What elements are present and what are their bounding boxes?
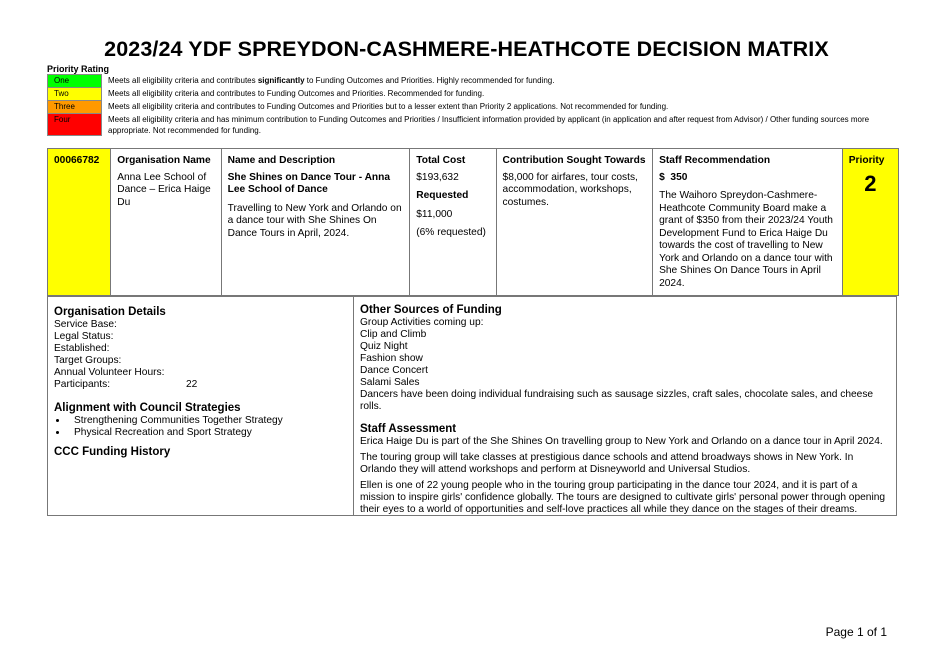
priority-level-row	[48, 101, 897, 114]
priority-value: 2	[864, 170, 877, 196]
other-funding-heading: Other Sources of Funding	[360, 304, 502, 316]
funding-line: Clip and Climb	[360, 329, 427, 340]
funding-line: Quiz Night	[360, 341, 408, 352]
organisation-details-column	[48, 297, 354, 515]
organisation-details-heading: Organisation Details	[54, 306, 166, 318]
ccc-funding-history-heading: CCC Funding History	[54, 446, 171, 458]
application-summary-table	[47, 148, 899, 296]
org-field-label: Established:	[54, 343, 110, 354]
name-description-header: Name and Description	[227, 155, 336, 166]
assessment-paragraph: Erica Haige Du is part of the She Shines On travelling group to New York and Orlando on a dance tour in April 2024.	[360, 436, 883, 447]
application-id: 00066782	[54, 155, 100, 166]
priority-level-row	[48, 88, 897, 101]
details-panel	[47, 296, 897, 516]
org-field-row	[54, 319, 347, 331]
priority-rating-heading: Priority Rating	[47, 64, 110, 74]
alignment-heading: Alignment with Council Strategies	[54, 402, 241, 414]
org-field-row	[54, 331, 347, 343]
total-cost-value: $193,632	[416, 171, 459, 183]
application-id-cell	[48, 149, 111, 296]
org-field-value: 22	[186, 379, 198, 390]
total-cost-header: Total Cost	[416, 155, 466, 166]
priority-level-row	[48, 114, 897, 136]
org-field-label: Participants:	[54, 379, 111, 390]
page-number: Page 1 of 1	[825, 625, 887, 639]
total-cost-cell	[410, 149, 496, 296]
organisation-header: Organisation Name	[117, 155, 211, 166]
priority-badge-three: Three	[48, 101, 102, 114]
priority-badge-two: Two	[48, 88, 102, 101]
org-field-label: Target Groups:	[54, 355, 122, 366]
org-field-label: Legal Status:	[54, 331, 114, 342]
priority-badge-four: Four	[48, 114, 102, 136]
contribution-cell	[496, 149, 653, 296]
priority-header: Priority	[848, 155, 885, 166]
priority-badge-one: One	[48, 75, 102, 88]
funding-line: Dance Concert	[360, 365, 428, 376]
strategy-item: • Strengthening Communities Together Strategy	[68, 415, 347, 427]
priority-cell	[842, 149, 898, 296]
staff-recommendation-header: Staff Recommendation	[659, 155, 771, 166]
priority-rating-legend	[47, 74, 897, 136]
strategy-list	[54, 415, 347, 439]
priority-description	[102, 75, 897, 88]
requested-percentage: (6% requested)	[416, 227, 486, 238]
priority-description: Meets all eligibility criteria and has minimum contribution to Funding Outcomes and Priorities / Insufficient information provided by applicant (in application and after request from Advisor) / Other funding sources more appropriate. Not recommended for funding.	[108, 114, 870, 135]
funding-line: Group Activities coming up:	[360, 317, 484, 328]
priority-description: Meets all eligibility criteria and contributes to Funding Outcomes and Priorities but to a lesser extent than Priority 2 applications. Not recommended for funding.	[108, 101, 669, 111]
contribution-header: Contribution Sought Towards	[502, 155, 646, 166]
funding-line: Dancers have been doing individual fundraising such as sausage sizzles, craft sales, chocolate sales, and cheese rolls.	[360, 389, 874, 412]
strategy-item: • Physical Recreation and Sport Strategy	[68, 427, 347, 439]
org-field-row	[54, 367, 347, 379]
org-field-label: Service Base:	[54, 319, 117, 330]
staff-recommendation-amount: $ 350	[659, 171, 688, 183]
organisation-name: Anna Lee School of Dance – Erica Haige Du	[117, 171, 211, 208]
name-description-cell	[221, 149, 410, 296]
funding-assessment-column	[354, 297, 896, 515]
priority-description: Meets all eligibility criteria and contributes to Funding Outcomes and Priorities. Recommended for funding.	[108, 88, 485, 98]
contribution-text: $8,000 for airfares, tour costs, accommodation, workshops, costumes.	[502, 171, 638, 208]
project-name: She Shines on Dance Tour - Anna Lee School of Dance	[227, 171, 391, 195]
org-field-row	[54, 343, 347, 355]
organisation-cell	[111, 149, 221, 296]
assessment-paragraph: The touring group will take classes at prestigious dance schools and attend broadways shows in New York. In Orlando they will attend workshops and perform at Disneyworld and Universal Studios.	[360, 452, 854, 475]
requested-value: $11,000	[416, 208, 453, 220]
priority-level-row	[48, 75, 897, 88]
funding-line: Salami Sales	[360, 377, 420, 388]
priority-text-emphasis: significantly	[257, 75, 305, 85]
staff-assessment-heading: Staff Assessment	[360, 423, 457, 435]
org-field-row	[54, 379, 347, 391]
project-description: Travelling to New York and Orlando on a dance tour with She Shines On Dance Tours in April, 2024.	[227, 202, 402, 239]
funding-line: Fashion show	[360, 353, 423, 364]
staff-recommendation-cell	[653, 149, 843, 296]
requested-label: Requested	[416, 190, 469, 201]
priority-text-part: Meets all eligibility criteria and contributes	[108, 75, 258, 85]
org-field-label: Annual Volunteer Hours:	[54, 367, 165, 378]
page-title: 2023/24 YDF SPREYDON-CASHMERE-HEATHCOTE DECISION MATRIX	[104, 37, 829, 61]
staff-recommendation-text: The Waihoro Spreydon-Cashmere-Heathcote Community Board make a grant of $350 from their 2023/24 Youth Development Fund to Erica Haige Du towards the cost of travelling to New York and Orlando on a dance tour with She Shines On Dance Tours in April 2024.	[659, 190, 833, 289]
priority-text-part: to Funding Outcomes and Priorities. Highly recommended for funding.	[304, 75, 555, 85]
org-field-row	[54, 355, 347, 367]
assessment-paragraph: Ellen is one of 22 young people who in the touring group participating in the dance tour 2024, and it is part of a mission to inspire girls' confidence globally. The tours are designed to cultivate girls' personal power through opening their eyes to a world of opportunities and self-love practices all while they dance on the stages of their dreams.	[360, 480, 886, 515]
